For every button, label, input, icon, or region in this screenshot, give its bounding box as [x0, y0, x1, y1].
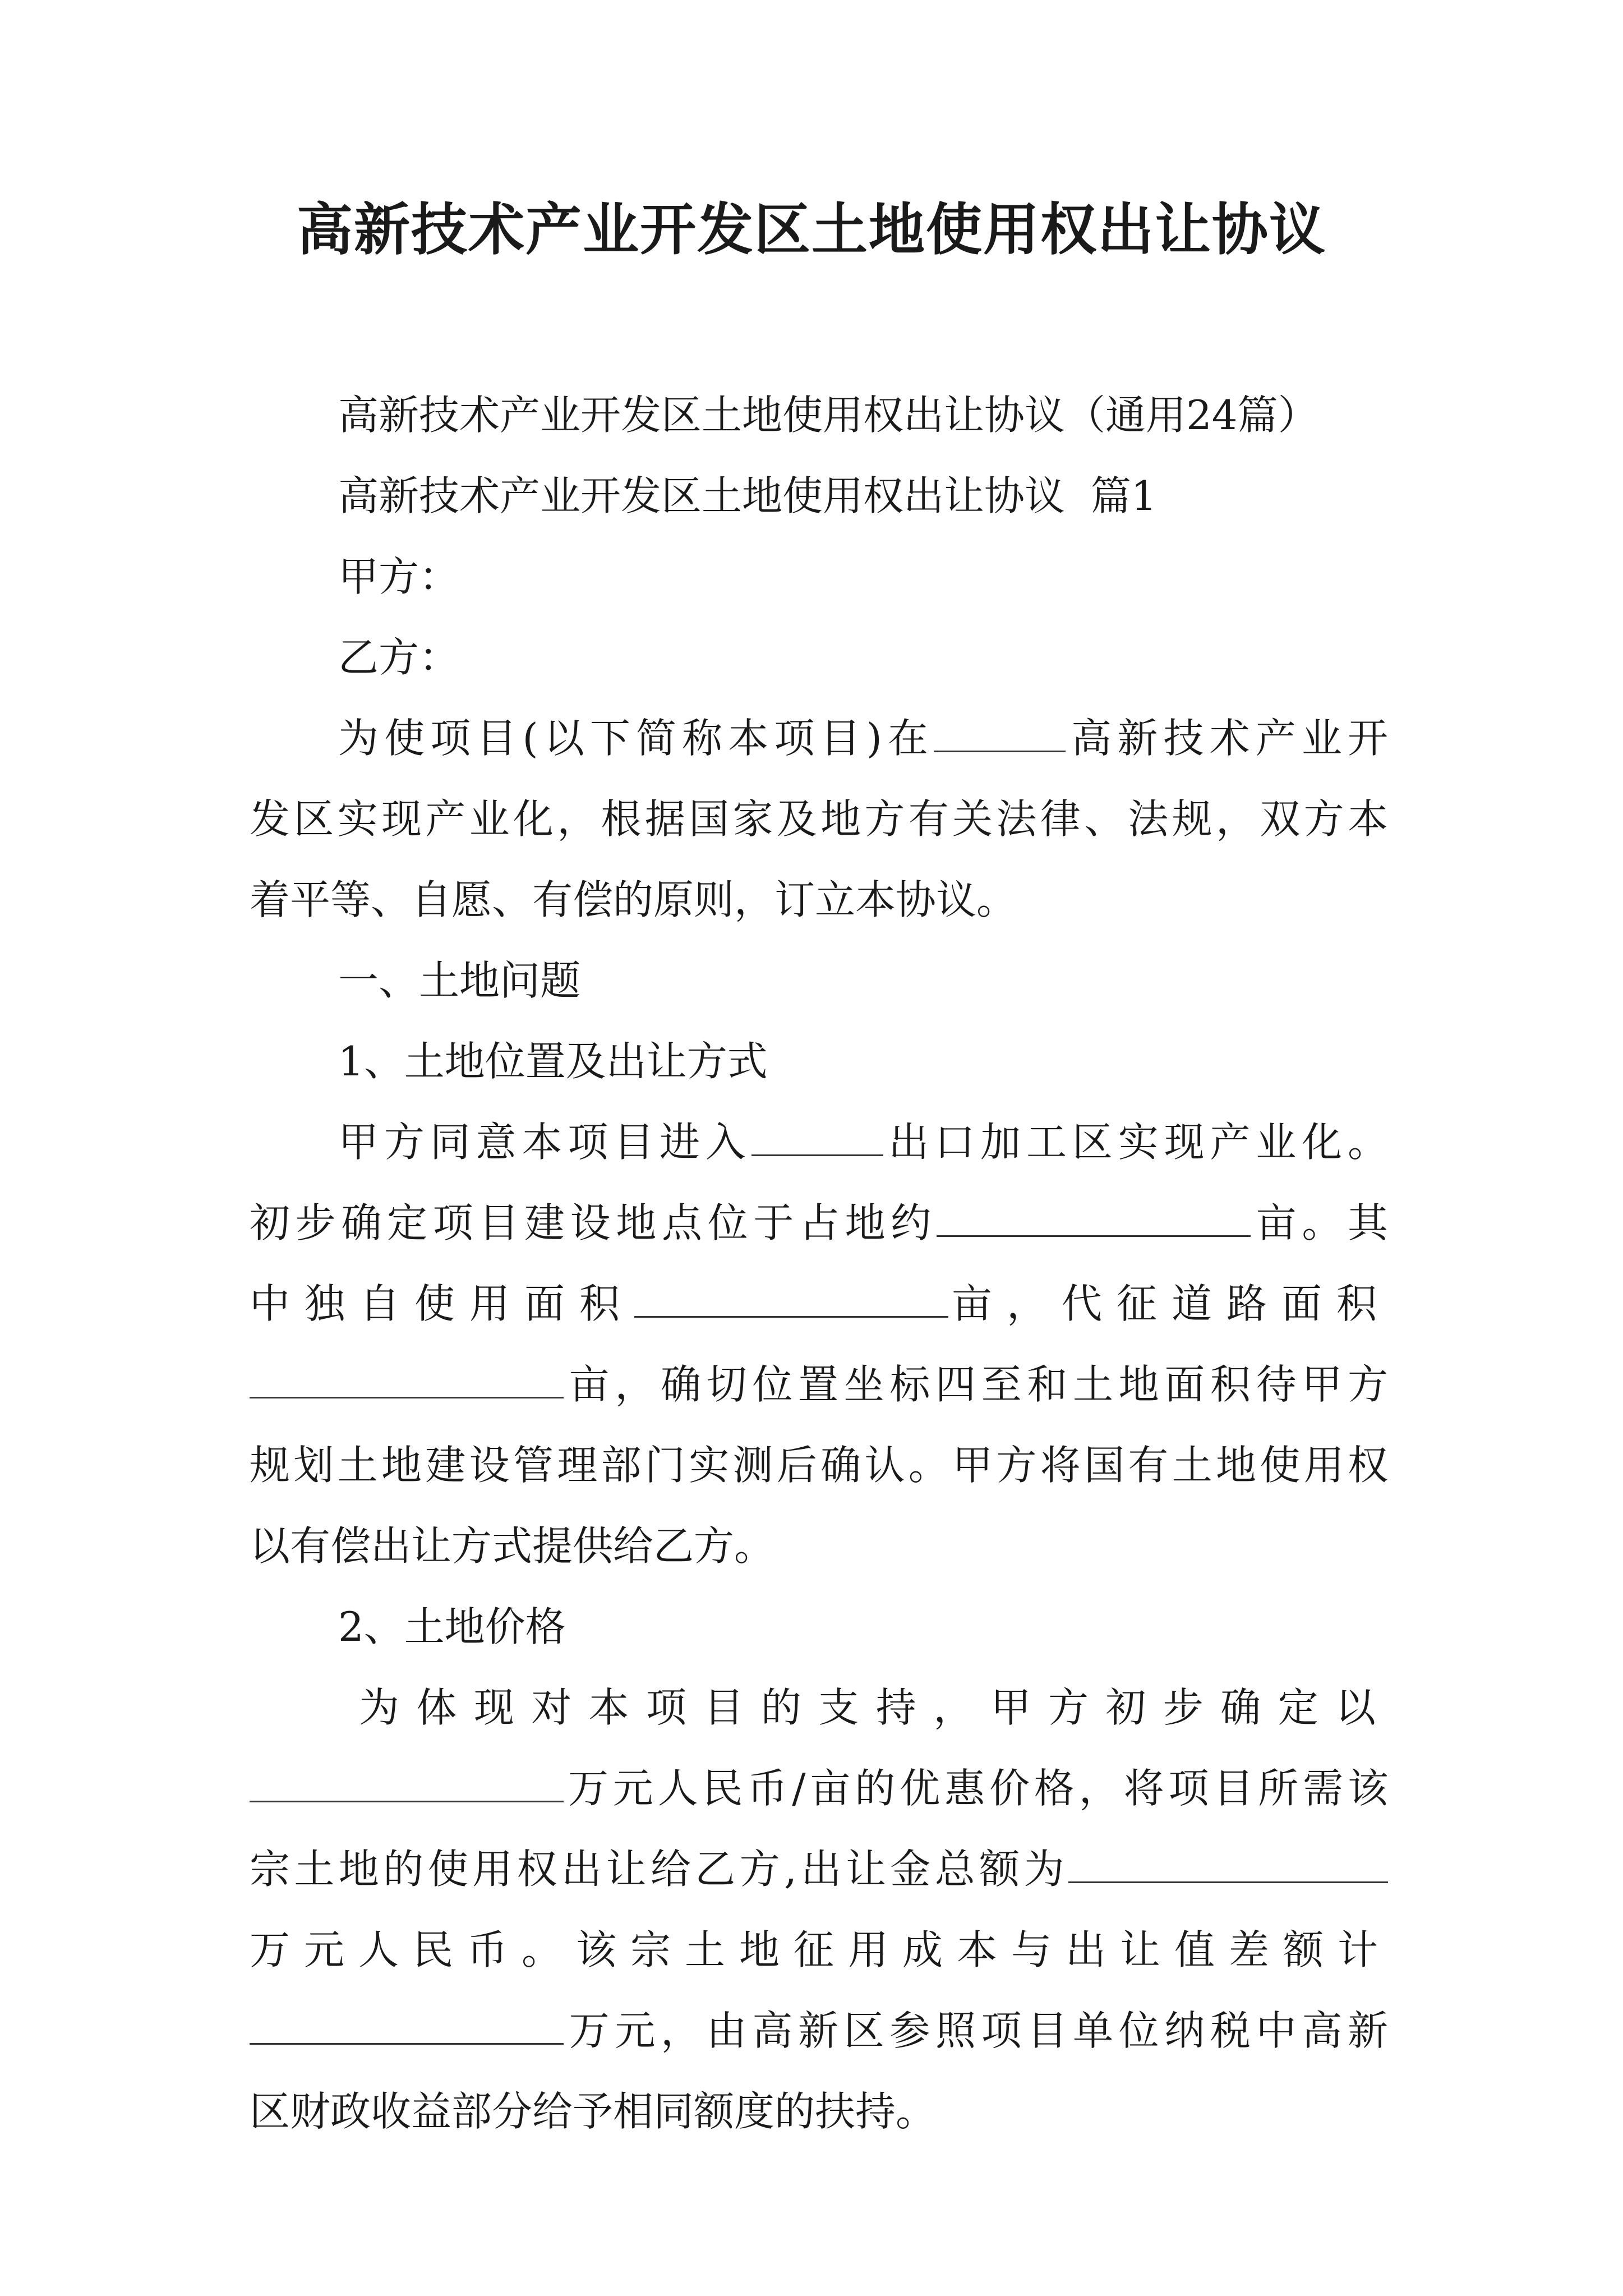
section-heading-text: 高新技术产业开发区土地使用权出让协议	[338, 472, 1066, 519]
price-text-b: 宗土地的使用权出让给乙方,出让金总额为	[250, 1846, 1068, 1893]
blank-line	[250, 2042, 564, 2045]
blank-line	[634, 1315, 948, 1318]
blank-line	[1068, 1881, 1388, 1883]
location-text-f: 亩，代征道路面积	[948, 1280, 1388, 1327]
party-b-label: 乙方：	[338, 634, 460, 681]
price-text-a: 万元人民币/亩的优惠价格，将项目所需该	[564, 1765, 1388, 1812]
blank-line	[250, 1396, 564, 1398]
blank-line	[937, 1235, 1251, 1237]
location-line-4	[250, 1344, 1388, 1425]
price-line-6: 区财政收益部分给予相同额度的扶持。	[250, 2088, 937, 2135]
price-line-3	[250, 1829, 1388, 1910]
location-text-e: 中独自使用面积	[250, 1280, 634, 1327]
location-text-a: 甲方同意本项目进入	[338, 1119, 751, 1166]
document-subtitle: 高新技术产业开发区土地使用权出让协议（通用24篇）	[338, 392, 1318, 439]
location-line-3	[250, 1263, 1388, 1344]
location-text-d: 亩。其	[1250, 1199, 1388, 1246]
document-title: 高新技术产业开发区土地使用权出让协议	[297, 197, 1326, 263]
heading-land-issues: 一、土地问题	[338, 957, 581, 1004]
intro-line-3: 着平等、自愿、有偿的原则，订立本协议。	[250, 876, 1017, 923]
intro-line-1	[250, 698, 1388, 779]
price-text-c: 万元，由高新区参照项目单位纳税中高新	[564, 2007, 1388, 2054]
intro-text-b: 高新技术产业开	[1066, 715, 1388, 762]
section-number: 篇1	[1090, 472, 1157, 519]
location-text-c: 初步确定项目建设地点位于占地约	[250, 1199, 937, 1246]
heading-land-location: 1、土地位置及出让方式	[338, 1038, 768, 1085]
location-text-g: 亩，确切位置坐标四至和土地面积待甲方	[564, 1361, 1388, 1408]
blank-line	[751, 1154, 883, 1156]
section-heading	[250, 455, 1388, 536]
location-line-6: 以有偿出让方式提供给乙方。	[250, 1522, 775, 1570]
blank-line	[250, 1800, 564, 1802]
location-text-b: 出口加工区实现产业化。	[883, 1119, 1388, 1166]
price-line-2	[250, 1748, 1388, 1829]
price-line-4: 万元人民币。该宗土地征用成本与出让值差额计	[250, 1926, 1388, 1973]
heading-land-price: 2、土地价格	[338, 1603, 566, 1650]
intro-text-a: 为使项目(以下简称本项目)在	[338, 715, 934, 762]
price-line-5	[250, 1990, 1388, 2071]
location-line-1	[250, 1102, 1388, 1182]
location-line-2	[250, 1182, 1388, 1263]
party-a-label: 甲方：	[338, 553, 460, 600]
location-line-5: 规划土地建设管理部门实测后确认。甲方将国有土地使用权	[250, 1442, 1388, 1489]
price-line-1: 为体现对本项目的支持，甲方初步确定以	[359, 1684, 1388, 1731]
intro-line-2: 发区实现产业化，根据国家及地方有关法律、法规，双方本	[250, 795, 1388, 843]
blank-line	[934, 750, 1066, 752]
document-body	[250, 375, 1388, 2152]
